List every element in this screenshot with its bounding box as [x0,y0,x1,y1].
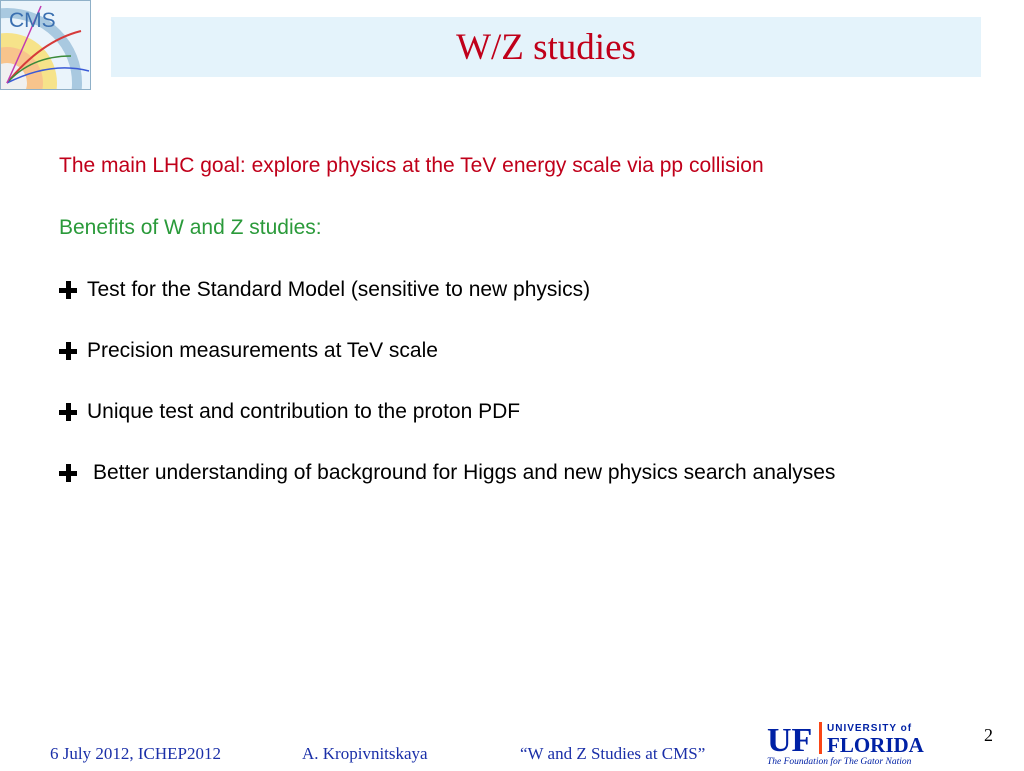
benefits-heading: Benefits of W and Z studies: [59,216,322,239]
uf-line1: UNIVERSITY of [827,723,913,734]
footer-author: A. Kropivnitskaya [302,744,428,763]
goal-statement: The main LHC goal: explore physics at the TeV energy scale via pp collision [59,154,764,177]
footer-talk-title: “W and Z Studies at CMS” [520,744,706,763]
uf-line2: FLORIDA [827,733,924,757]
cms-logo-text: CMS [9,9,56,32]
page-number: 2 [984,725,993,745]
title-bar [111,17,981,77]
plus-icon [59,464,77,482]
plus-icon [59,281,77,299]
slide-title: W/Z studies [456,26,636,68]
bullet-item [59,339,438,363]
bullet-item [59,461,835,485]
plus-icon [59,342,77,360]
uf-logo-graphic [766,718,942,766]
cms-logo [0,0,91,90]
uf-logo [766,718,942,766]
uf-mark: UF [767,722,813,759]
bullet-item [59,400,520,424]
bullet-text: Unique test and contribution to the proton PDF [87,400,521,423]
cms-logo-graphic [1,1,90,89]
bullet-text: Better understanding of background for Higgs and new physics search analyses [93,461,836,484]
bullet-text: Test for the Standard Model (sensitive to new physics) [87,278,591,301]
footer-date: 6 July 2012, ICHEP2012 [50,744,221,763]
bullet-item [59,278,590,302]
plus-icon [59,403,77,421]
uf-tagline: The Foundation for The Gator Nation [767,757,912,766]
bullet-text: Precision measurements at TeV scale [87,339,438,362]
